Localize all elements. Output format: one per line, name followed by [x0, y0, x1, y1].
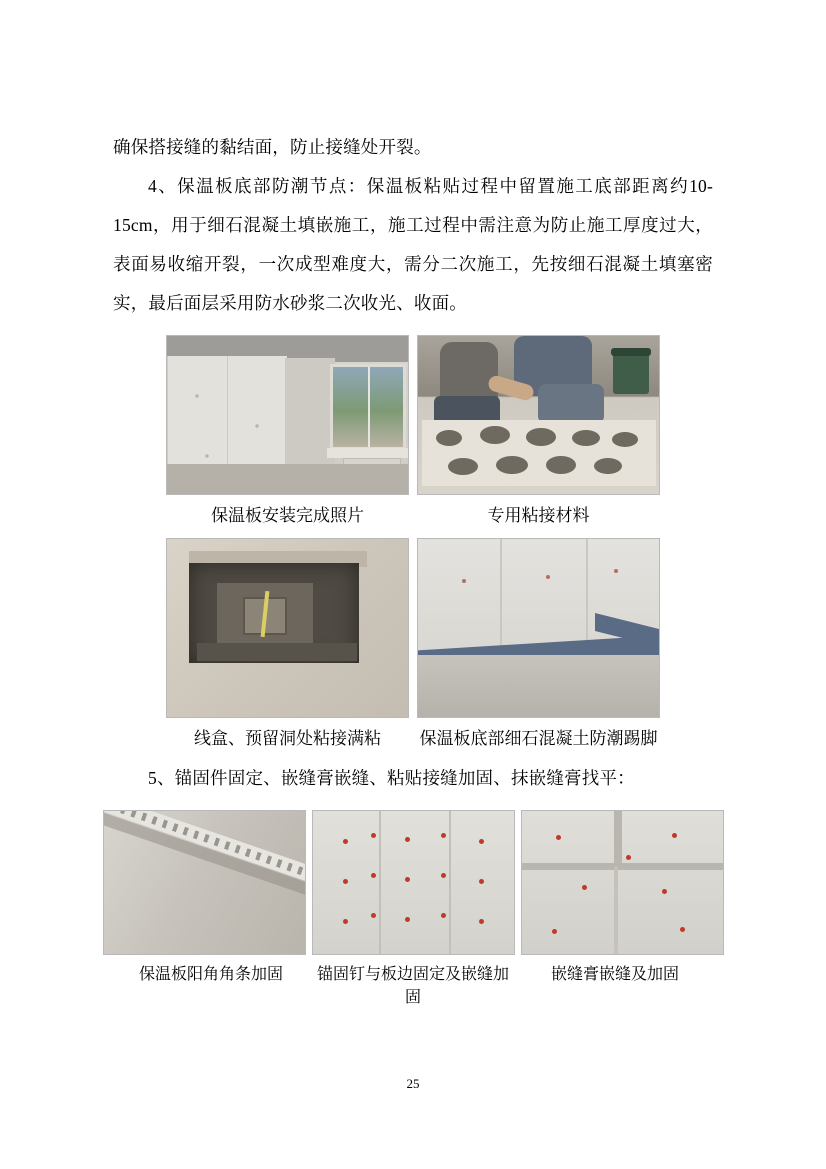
- figure-5: [103, 810, 306, 955]
- page-content: [113, 128, 713, 1007]
- figure-6: [312, 810, 515, 955]
- photo-joint-sealant: [521, 810, 724, 955]
- figure-2: [417, 335, 660, 495]
- photo-anchor-nails: [312, 810, 515, 955]
- figure-row-3: [113, 810, 713, 955]
- caption-1: 保温板安装完成照片: [211, 506, 364, 525]
- paragraph-2: 4、保温板底部防潮节点：保温板粘贴过程中留置施工底部距离约10-15cm，用于细石混凝土填嵌施工，施工过程中需注意为防止施工厚度过大，表面易收缩开裂，一次成型难度大，需分二次施工，先按细石混凝土填塞密实，最后面层采用防水砂浆二次收光、收面。: [113, 176, 713, 313]
- figure-4: [417, 538, 660, 718]
- figure-7: [521, 810, 724, 955]
- photo-junction-box-opening: [166, 538, 409, 718]
- caption-6: 锚固钉与板边固定及嵌缝加固: [316, 966, 509, 1006]
- caption-row-2: [113, 724, 713, 749]
- caption-row-3: [113, 961, 713, 1007]
- caption-2: 专用粘接材料: [487, 506, 590, 525]
- photo-adhesive-material: [417, 335, 660, 495]
- figure-3: [166, 538, 409, 718]
- photo-corner-bead: [103, 810, 306, 955]
- paragraph-3: 5、锚固件固定、嵌缝膏嵌缝、粘贴接缝加固、抹嵌缝膏找平：: [148, 768, 635, 788]
- photo-moisture-skirting: [417, 538, 660, 718]
- figure-1: [166, 335, 409, 495]
- caption-7: 嵌缝膏嵌缝及加固: [550, 966, 679, 983]
- caption-3: 线盒、预留洞处粘接满粘: [194, 729, 381, 748]
- page-number: 25: [406, 1076, 420, 1091]
- photo-insulation-board-installed: [166, 335, 409, 495]
- figure-row-1: [113, 335, 713, 495]
- caption-4: 保温板底部细石混凝土防潮踢脚: [419, 729, 658, 748]
- caption-5: 保温板阳角角条加固: [138, 966, 283, 983]
- paragraph-1: 确保搭接缝的黏结面，防止接缝处开裂。: [113, 137, 432, 157]
- caption-row-1: [113, 501, 713, 526]
- figure-row-2: [113, 538, 713, 718]
